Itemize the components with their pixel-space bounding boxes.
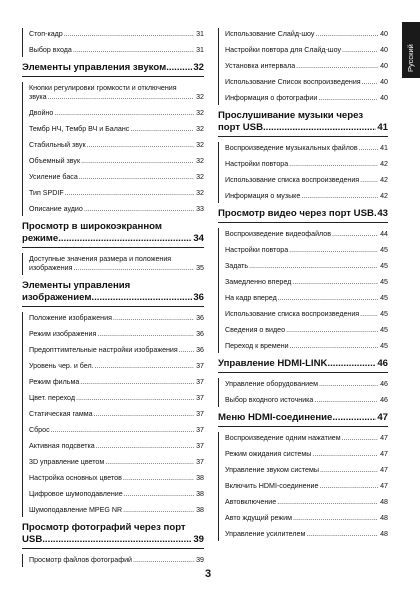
toc-page-number: 31 <box>196 30 204 38</box>
toc-page-number: 37 <box>196 410 204 418</box>
toc-page-number: 32 <box>196 157 204 165</box>
toc-page-number: 32 <box>196 109 204 117</box>
toc-title: Сброс <box>29 426 50 434</box>
toc-page-number: 42 <box>380 176 388 184</box>
toc-entry <box>225 30 388 39</box>
toc-title: Стабильный звук <box>29 141 86 149</box>
toc-entry <box>225 514 388 523</box>
toc-entry <box>225 94 388 103</box>
toc-entry <box>29 30 204 39</box>
toc-section-heading <box>22 280 204 307</box>
toc-entry <box>29 474 204 483</box>
toc-page-number: 46 <box>377 358 388 369</box>
toc-entry <box>29 314 204 323</box>
toc-page-number: 40 <box>380 62 388 70</box>
section-rule <box>22 253 23 275</box>
toc-page-number: 39 <box>193 534 204 545</box>
section-rule <box>22 554 23 567</box>
toc-page-number: 40 <box>380 78 388 86</box>
toc-title: Уровень чер. и бел. <box>29 362 94 370</box>
toc-entry <box>225 482 388 491</box>
toc-entry <box>29 490 204 499</box>
toc-page-number: 34 <box>193 233 204 244</box>
toc-page-number: 47 <box>380 482 388 490</box>
toc-page-number: 45 <box>380 278 388 286</box>
toc-title: Выбор входного источника <box>225 396 314 404</box>
toc-title: Элементы управления изображением <box>22 280 131 303</box>
toc-title: Тип SPDIF <box>29 189 64 197</box>
language-tab-label: Русский <box>406 44 415 72</box>
toc-title: Воспроизведение музыкальных файлов <box>225 144 358 152</box>
toc-entry <box>29 125 204 134</box>
toc-title: Цифровое шумоподавление <box>29 490 123 498</box>
toc-title: Настройки повтора <box>225 160 289 168</box>
toc-title: Выбор входа <box>29 46 72 54</box>
toc-entry <box>29 394 204 403</box>
toc-entry <box>225 278 388 287</box>
toc-title: На кадр вперед <box>225 294 277 302</box>
toc-section-heading <box>218 110 388 137</box>
toc-title: Описание аудио <box>29 205 83 213</box>
toc-title: Статическая гамма <box>29 410 93 418</box>
toc-entry <box>225 498 388 507</box>
toc-title: Кнопки регулировки громкости и отключения звука <box>29 84 177 101</box>
toc-entry <box>29 556 204 565</box>
toc-page-number: 37 <box>196 442 204 450</box>
toc-entry <box>29 378 204 387</box>
toc-page-number: 47 <box>380 466 388 474</box>
toc-entry <box>225 530 388 539</box>
toc-title: Авто ждущий режим <box>225 514 292 522</box>
toc-page-number: 41 <box>377 122 388 133</box>
toc-page-number: 45 <box>380 342 388 350</box>
toc-page-number: 36 <box>196 330 204 338</box>
toc-page-number: 33 <box>196 205 204 213</box>
toc-page-number: 32 <box>196 189 204 197</box>
toc-column-left <box>22 30 204 572</box>
toc-title: Стоп-кадр <box>29 30 63 38</box>
toc-title: Цвет. переход <box>29 394 75 402</box>
toc-page-number: 46 <box>380 396 388 404</box>
section-rule <box>22 312 23 517</box>
toc-entry <box>29 46 204 55</box>
toc-entry <box>225 246 388 255</box>
toc-title: Информация о музыке <box>225 192 301 200</box>
language-tab <box>402 22 420 78</box>
toc-entry <box>225 192 388 201</box>
toc-entry <box>29 205 204 214</box>
toc-page-number: 37 <box>196 458 204 466</box>
toc-title: Предопттимтельные настройки изображения <box>29 346 178 354</box>
toc-page-number: 37 <box>196 426 204 434</box>
toc-title: Сведения о видео <box>225 326 286 334</box>
toc-title: Использование Список воспроизведения <box>225 78 361 86</box>
toc-title: Элементы управления звуком <box>22 62 167 73</box>
toc-entry <box>225 434 388 443</box>
toc-page-number: 40 <box>380 94 388 102</box>
toc-section-heading <box>218 412 388 427</box>
toc-page-number: 47 <box>380 450 388 458</box>
toc-title: Замедленно вперед <box>225 278 292 286</box>
toc-page-number: 45 <box>380 310 388 318</box>
toc-title: 3D управление цветом <box>29 458 105 466</box>
toc-title: Просмотр в широкоэкранном режиме <box>22 221 162 244</box>
toc-entry <box>225 176 388 185</box>
toc-title: Использование списка воспроизведения <box>225 176 360 184</box>
toc-title: Воспроизведение видеофайлов <box>225 230 331 238</box>
toc-entry <box>29 157 204 166</box>
toc-title: Просмотр файлов фотографий <box>29 556 132 564</box>
toc-page-number: 39 <box>196 556 204 564</box>
toc-page-number: 45 <box>380 294 388 302</box>
toc-entry <box>225 262 388 271</box>
toc-title: Доступные значения размера и положения изображения <box>29 255 172 272</box>
toc-page-number: 32 <box>196 125 204 133</box>
toc-title: Настройка основных цветов <box>29 474 122 482</box>
toc-entry <box>225 380 388 389</box>
toc-title: Активная подсветка <box>29 442 95 450</box>
toc-page-number: 42 <box>380 192 388 200</box>
toc-page-number: 32 <box>196 93 204 101</box>
toc-title: Управление оборудованием <box>225 380 318 388</box>
toc-page-number: 41 <box>380 144 388 152</box>
toc-page-number: 32 <box>196 173 204 181</box>
toc-title: Включить HDMI-соединение <box>225 482 319 490</box>
toc-title: Тембр НЧ, Тембр ВЧ и Баланс <box>29 125 130 133</box>
toc-page-number: 32 <box>196 141 204 149</box>
section-rule <box>218 228 219 353</box>
toc-title: Режим ожидания системы <box>225 450 312 458</box>
toc-entry <box>225 144 388 153</box>
toc-entry <box>29 362 204 371</box>
toc-entry <box>29 84 204 102</box>
toc-entry <box>225 342 388 351</box>
toc-section-heading <box>22 522 204 549</box>
toc-title: Использование Слайд-шоу <box>225 30 315 38</box>
toc-page-number: 36 <box>196 346 204 354</box>
toc-section-heading <box>218 358 388 373</box>
toc-page-number: 47 <box>380 434 388 442</box>
toc-page-number: 37 <box>196 394 204 402</box>
toc-entry <box>225 62 388 71</box>
toc-title: Управление HDMI-LINK <box>218 358 328 369</box>
toc-page-number: 42 <box>380 160 388 168</box>
toc-title: Прослушивание музыки через порт USB <box>218 110 364 133</box>
toc-entry <box>29 173 204 182</box>
toc-entry <box>225 310 388 319</box>
toc-title: Автовключение <box>225 498 277 506</box>
toc-page-number: 40 <box>380 30 388 38</box>
toc-title: Двойно <box>29 109 54 117</box>
toc-title: Воспроизведение одним нажатием <box>225 434 341 442</box>
toc-title: Просмотр видео через порт USB <box>218 208 374 219</box>
toc-page-number: 47 <box>377 412 388 423</box>
toc-page-number: 46 <box>380 380 388 388</box>
toc-page-number: 45 <box>380 262 388 270</box>
section-rule <box>218 142 219 203</box>
toc-title: Усиление баса <box>29 173 78 181</box>
toc-title: Информация о фотографии <box>225 94 318 102</box>
toc-page-number: 31 <box>196 46 204 54</box>
toc-entry <box>225 160 388 169</box>
toc-entry <box>225 450 388 459</box>
toc-page-number: 48 <box>380 498 388 506</box>
toc-entry <box>29 506 204 515</box>
section-rule <box>218 432 219 541</box>
toc-entry <box>29 109 204 118</box>
toc-title: Объемный звук <box>29 157 81 165</box>
toc-title: Шумоподавление MPEG NR <box>29 506 123 514</box>
toc-page-number: 35 <box>196 264 204 272</box>
toc-title: Режим фильма <box>29 378 80 386</box>
toc-page-number: 43 <box>377 208 388 219</box>
toc-entry <box>29 426 204 435</box>
toc-entry <box>29 255 204 273</box>
section-rule <box>22 82 23 216</box>
toc-entry <box>225 396 388 405</box>
toc-title: Задать <box>225 262 249 270</box>
toc-page-number: 37 <box>196 362 204 370</box>
toc-page-number: 45 <box>380 326 388 334</box>
toc-page-number: 32 <box>193 62 204 73</box>
toc-entry <box>225 326 388 335</box>
toc-title: Использование списка воспроизведения <box>225 310 360 318</box>
toc-section-heading <box>22 221 204 248</box>
toc-entry <box>29 330 204 339</box>
toc-title: Просмотр фотографий через порт USB <box>22 522 186 545</box>
toc-entry <box>225 78 388 87</box>
toc-section-heading <box>22 62 204 77</box>
toc-title: Режим изображения <box>29 330 97 338</box>
toc-entry <box>29 458 204 467</box>
toc-page-number: 44 <box>380 230 388 238</box>
toc-title: Управление звуком системы <box>225 466 319 474</box>
toc-page-number: 45 <box>380 246 388 254</box>
toc-entry <box>225 230 388 239</box>
toc-title: Положение изображения <box>29 314 112 322</box>
toc-page-number: 48 <box>380 514 388 522</box>
section-rule <box>218 378 219 407</box>
page-number: 3 <box>205 568 212 580</box>
toc-page-number: 40 <box>380 46 388 54</box>
toc-entry <box>29 189 204 198</box>
toc-entry <box>225 294 388 303</box>
toc-page-number: 48 <box>380 530 388 538</box>
toc-column-right <box>218 30 388 546</box>
toc-entry <box>29 410 204 419</box>
toc-page-number: 37 <box>196 378 204 386</box>
toc-title: Настройки повтора <box>225 246 289 254</box>
toc-page-number: 36 <box>196 314 204 322</box>
toc-entry <box>29 346 204 355</box>
toc-entry <box>29 141 204 150</box>
toc-entry <box>29 442 204 451</box>
toc-title: Управление усилителем <box>225 530 306 538</box>
toc-title: Установка интервала <box>225 62 296 70</box>
section-rule <box>218 28 219 105</box>
toc-entry <box>225 466 388 475</box>
toc-title: Меню HDMI-соединение <box>218 412 333 423</box>
toc-page-number: 38 <box>196 474 204 482</box>
toc-title: Настройки повтора для Слайд-шоу <box>225 46 341 54</box>
section-rule <box>22 28 23 57</box>
toc-page-number: 36 <box>193 292 204 303</box>
toc-page-number: 38 <box>196 490 204 498</box>
toc-entry <box>225 46 388 55</box>
toc-section-heading <box>218 208 388 223</box>
toc-title: Переход к времени <box>225 342 289 350</box>
toc-page-number: 38 <box>196 506 204 514</box>
